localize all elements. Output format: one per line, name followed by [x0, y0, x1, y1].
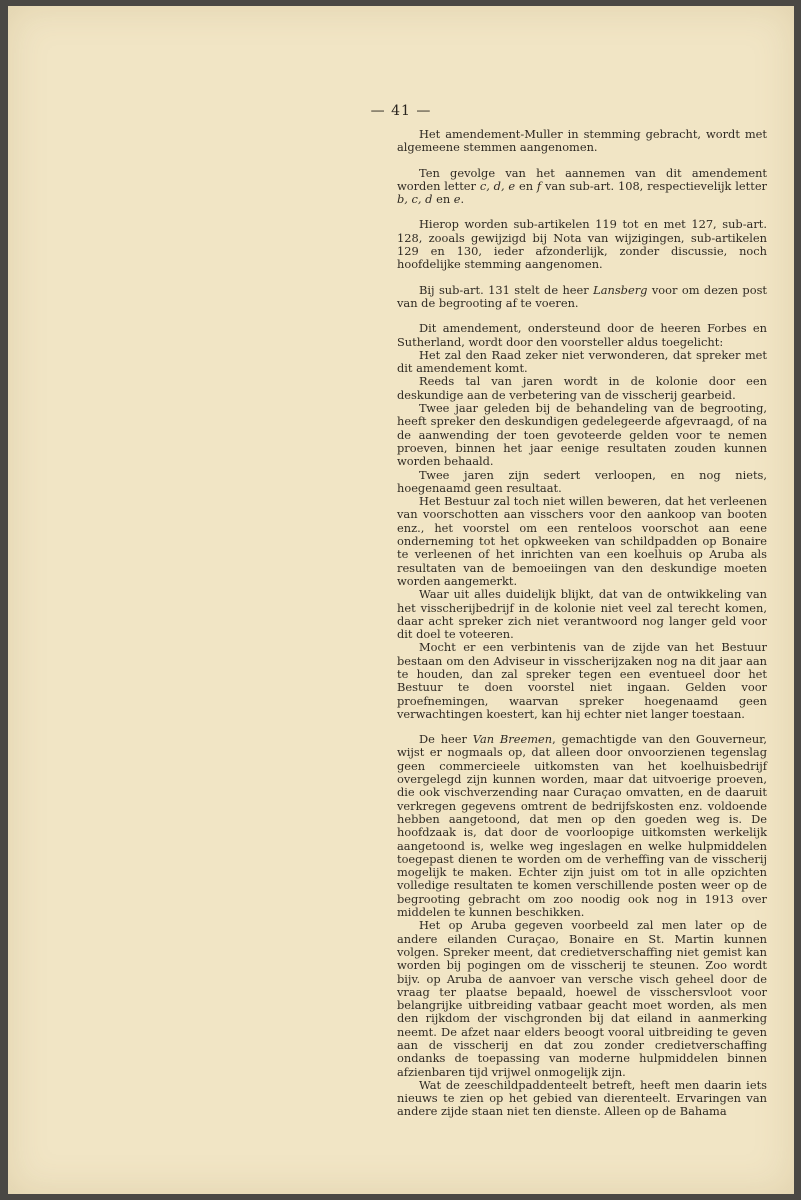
text-run: Twee jaar geleden bij de behandeling van de begrooting, heeft spreker den deskundigen gedelegeerde afgevraagd, of na de aanwending der toen gevoteerde gelden voor te nemen proeven, binnen het jaar eenige resultaten zouden kunnen worden behaald. [397, 401, 767, 469]
paragraph-p8 [397, 402, 767, 468]
text-run: Reeds tal van jaren wordt in de kolonie door een deskundige aan de verbetering van de visscherij gearbeid. [397, 374, 767, 402]
italic-name: e [453, 192, 461, 207]
paragraph-p9 [397, 469, 767, 496]
text-run: Ten gevolge van het aannemen van dit amendement worden letter [397, 165, 767, 193]
text-run: Het amendement-Muller in stemming gebracht, wordt met algemeene stemmen aangenomen. [397, 127, 767, 155]
text-run: Bij sub-art. 131 stelt de heer [419, 282, 594, 297]
paragraph-p11 [397, 588, 767, 641]
italic-name: b, c, d [397, 192, 433, 207]
paragraph-p2 [397, 167, 767, 207]
italic-name: Lansberg [593, 282, 648, 297]
paragraph-p5 [397, 322, 767, 349]
italic-name: f [536, 178, 542, 193]
text-run: . [460, 192, 465, 207]
text-run: Het op Aruba gegeven voorbeeld zal men later op de andere eilanden Curaçao, Bonaire en St. Martin kunnen volgen. Spreker meent, dat credietverschaffing niet gemist kan worden bij pogingen om de visscherij te steunen. Zoo wordt bijv. op Aruba de aanvoer van versche visch geheel door de vraag ter plaatse bepaald, hoewel de visschersvloot voor belangrijke uitbreiding vatbaar geacht moet worden, als men den rijkdom der vischgronden bij dat eiland in aanmerking neemt. De afzet naar elders beoogt vooral uitbreiding te geven aan de visscherij en dat zou zonder credietverschaffing ondanks de toepassing van moderne hulpmiddelen binnen afzienbaren tijd vrijwel onmogelijk zijn. [397, 918, 767, 1079]
text-run: voor om dezen post van de begrooting af te voeren. [397, 282, 767, 310]
paragraph-p15 [397, 1079, 767, 1119]
paragraph-p14 [397, 919, 767, 1079]
text-run: Het zal den Raad zeker niet verwonderen, dat spreker met dit amendement komt. [397, 347, 767, 376]
text-run: en [432, 192, 454, 207]
body-text [397, 128, 767, 1119]
paragraph-p10 [397, 495, 767, 588]
text-run: Het Bestuur zal toch niet willen beweren, dat het verleenen van voorschotten aan visschers voor den aankoop van booten enz., het voorstel om een renteloos voorschot aan eene onderneming tot het opkweeken van schildpadden op Bonaire te verleenen of het inrichten van een koelhuis op Aruba als resultaten van de bemoeiingen van den deskundige moeten worden aangemerkt. [397, 494, 767, 588]
paragraph-p4 [397, 284, 767, 311]
text-run: Twee jaren zijn sedert verloopen, en nog niets, hoegenaamd geen resultaat. [397, 467, 767, 495]
paragraph-p1 [397, 128, 767, 155]
paragraph-p3 [397, 218, 767, 271]
text-run: Mocht er een verbintenis van de zijde van het Bestuur bestaan om den Adviseur in visscherijzaken nog na dit jaar aan te houden, dan zal spreker tegen een eventueel door het Bestuur te doen voorstel niet ingaan. Gelden voor proefnemingen, waarvan spreker hoegenaamd geen verwachtingen koestert, kan hij echter niet langer toestaan. [397, 640, 767, 721]
text-run: Wat de zeeschildpaddenteelt betreft, heeft men daarin iets nieuws te zien op het gebied van dierenteelt. Ervaringen van andere zijde staan niet ten dienste. Alleen op de Bahama [397, 1077, 767, 1119]
text-run: en [515, 178, 537, 193]
text-run: Waar uit alles duidelijk blijkt, dat van de ontwikkeling van het visscherijbedrijf in de kolonie niet veel zal terecht komen, daar acht spreker zich niet verantwoord nog langer geld voor dit doel te voteeren. [397, 587, 767, 642]
text-run: van sub-art. 108, respectievelijk letter [541, 178, 767, 193]
italic-name: c, d, e [479, 178, 516, 193]
document-page [8, 6, 794, 1194]
text-run: Dit amendement, ondersteund door de heeren Forbes en Sutherland, wordt door den voorsteller aldus toegelicht: [397, 321, 767, 349]
text-run: , gemachtigde van den Gouverneur, wijst er nogmaals op, dat alleen door onvoorzienen tegenslag geen commercieele uitkomsten van het koelhuisbedrijf overgelegd zijn kunnen worden, maar dat uitvoerige proeven, die ook vischverzending naar Curaçao omvatten, en de daaruit verkregen gegevens omtrent de bedrijfskosten enz. voldoende hebben aangetoond, dat men op den goeden weg is. De hoofdzaak is, dat door de voorloopige uitkomsten werkelijk aangetoond is, welke weg ingeslagen en welke hulpmiddelen toegepast dienen te worden om de verheffing van de visscherij mogelijk te maken. Echter zijn juist om tot in alle opzichten volledige resultaten te komen verschillende posten weer op de begrooting gebracht om zoo noodig ook nog in 1913 over middelen te kunnen beschikken. [397, 732, 767, 920]
italic-name: Van Breemen [472, 732, 553, 747]
paragraph-p6 [397, 349, 767, 376]
text-run: Hierop worden sub-artikelen 119 tot en met 127, sub-art. 128, zooals gewijzigd bij Nota van wijzigingen, sub-artikelen 129 en 130, ieder afzonderlijk, zonder discussie, noch hoofdelijke stemming aangenomen. [397, 217, 767, 272]
paragraph-p7 [397, 375, 767, 402]
paragraph-p13 [397, 733, 767, 919]
text-run: De heer [419, 732, 473, 747]
page-number: — 41 — [370, 103, 432, 119]
paragraph-p12 [397, 641, 767, 721]
